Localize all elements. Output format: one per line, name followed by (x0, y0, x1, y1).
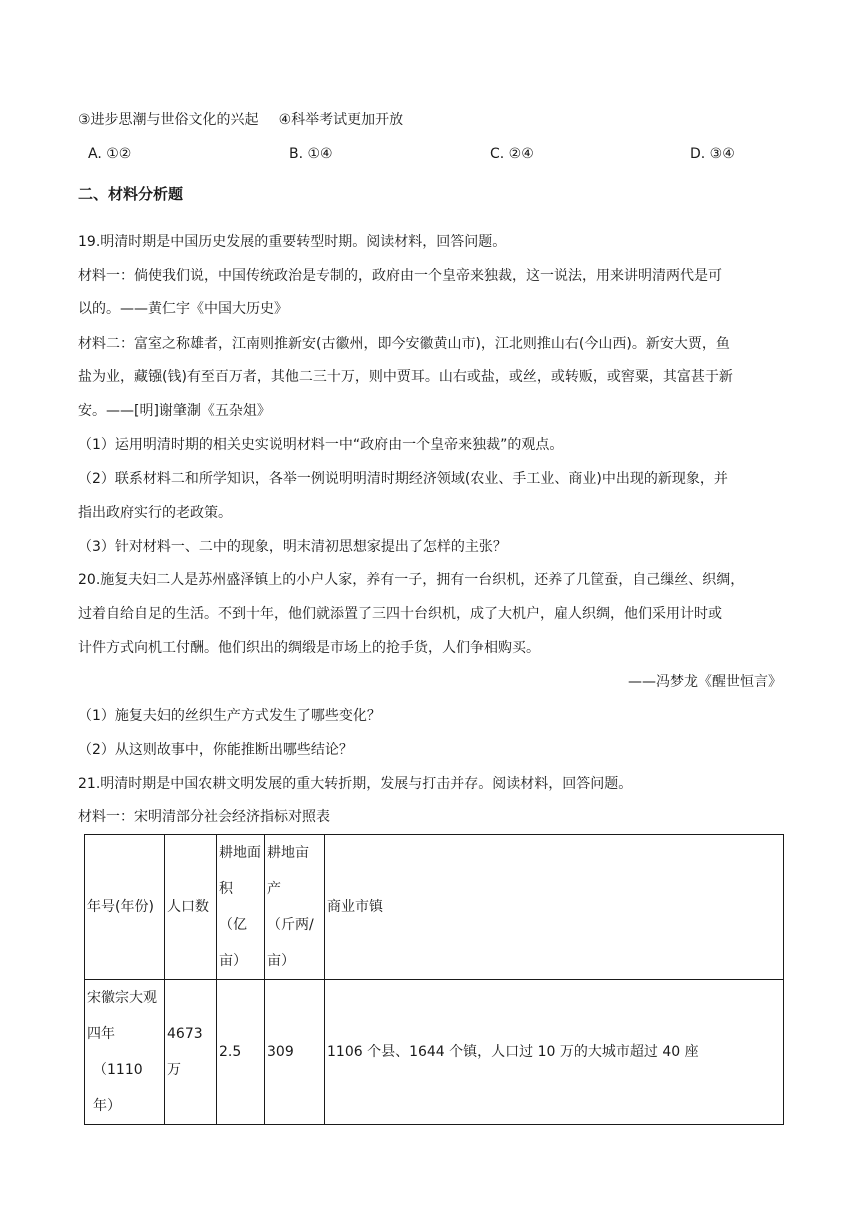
q20-line1: 20.施复夫妇二人是苏州盛泽镇上的小户人家，养有一子，拥有一台织机，还养了几筐蚕，自己缫丝、织绸， (78, 572, 745, 588)
cell-towns: 1106 个县、1644 个镇，人口过 10 万的大城市超过 40 座 (325, 980, 784, 1125)
option-d: D. ③④ (690, 146, 735, 162)
header-land-area-line2: 积 (219, 881, 233, 897)
q20-subquestion-1: （1）施复夫妇的丝织生产方式发生了哪些变化？ (78, 708, 381, 724)
q19-material2-line3: 安。——[明]谢肇淛《五杂俎》 (78, 403, 271, 419)
header-yield-line3: （斤两/ (267, 917, 314, 933)
header-year: 年号(年份) (85, 835, 165, 980)
q20-subquestion-2: （2）从这则故事中，你能推断出哪些结论？ (78, 742, 353, 758)
cell-year (85, 980, 165, 1125)
header-land-area (217, 835, 265, 980)
choice-items-line (78, 110, 784, 130)
q20-line2: 过着自给自足的生活。不到十年，他们就添置了三四十台织机，成了大机户，雇人织绸，他们采用计时或 (78, 606, 722, 622)
header-yield-line2: 产 (267, 881, 281, 897)
q19-material1-line1: 材料一：倘使我们说，中国传统政治是专制的，政府由一个皇帝来独裁，这一说法，用来讲明清两代是可 (78, 268, 722, 284)
q21-stem: 21.明清时期是中国农耕文明发展的重大转折期，发展与打击并存。阅读材料，回答问题。 (78, 776, 633, 792)
header-yield-line1: 耕地亩 (267, 845, 309, 861)
cell-land-area: 2.5 (217, 980, 265, 1125)
cell-year-line2: 四年 (87, 1026, 115, 1042)
q19-subquestion-2-line2: 指出政府实行的老政策。 (78, 505, 232, 521)
option-a: A. ①② (88, 146, 132, 162)
q20-source: ——冯梦龙《醒世恒言》 (628, 674, 782, 690)
header-towns: 商业市镇 (325, 835, 784, 980)
q19-material2-line1: 材料二：富室之称雄者，江南则推新安(古徽州，即今安徽黄山市)，江北则推山右(今山西)。新安大贾，鱼 (78, 336, 730, 352)
header-population: 人口数 (165, 835, 217, 980)
header-land-area-line4: 亩） (219, 953, 247, 969)
q20-line3: 计件方式向机工付酬。他们织出的绸缎是市场上的抢手货，人们争相购买。 (78, 640, 540, 656)
cell-yield: 309 (265, 980, 325, 1125)
option-c: C. ②④ (490, 146, 534, 162)
header-land-area-line1: 耕地面 (219, 845, 261, 861)
cell-population: 4673 万 (165, 980, 217, 1125)
choice-item-4: ④科举考试更加开放 (278, 112, 404, 128)
q19-material2-line2: 盐为业，藏镪(钱)有至百万者，其他二三十万，则中贾耳。山右或盐，或丝，或转贩，或窖粟，其富甚于新 (78, 369, 733, 385)
cell-year-line1: 宋徽宗大观 (87, 990, 157, 1006)
q19-subquestion-1: （1）运用明清时期的相关史实说明材料一中“政府由一个皇帝来独裁”的观点。 (78, 437, 564, 453)
cell-year-line3: （1110 年） (93, 1062, 143, 1114)
header-yield-line4: 亩） (267, 953, 295, 969)
answer-options (0, 144, 860, 164)
table-header-row (85, 835, 784, 980)
economic-indicators-table (84, 834, 784, 1125)
header-land-area-line3: （亿 (219, 917, 247, 933)
q19-stem: 19.明清时期是中国历史发展的重要转型时期。阅读材料，回答问题。 (78, 234, 507, 250)
choice-item-3: ③进步思潮与世俗文化的兴起 (78, 112, 259, 128)
q19-subquestion-2-line1: （2）联系材料二和所学知识，各举一例说明明清时期经济领域(农业、手工业、商业)中出现的新现象，并 (78, 471, 728, 487)
header-yield (265, 835, 325, 980)
table-row (85, 980, 784, 1125)
q19-material1-line2: 以的。——黄仁宇《中国大历史》 (78, 301, 288, 317)
section-heading: 二、材料分析题 (78, 185, 184, 203)
q19-subquestion-3: （3）针对材料一、二中的现象，明末清初思想家提出了怎样的主张？ (78, 539, 507, 555)
option-b: B. ①④ (289, 146, 333, 162)
q21-material1-title: 材料一：宋明清部分社会经济指标对照表 (78, 809, 330, 825)
